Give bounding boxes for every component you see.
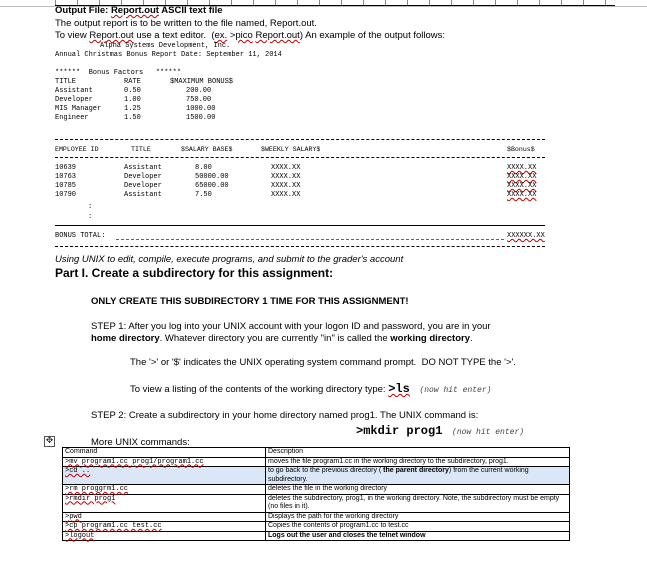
description-cell: moves the file program1.cc in the working directory to the subdirectory, prog1.	[266, 457, 570, 467]
output-file-heading	[55, 5, 223, 16]
employee-cell: XXXX.XX	[271, 173, 301, 181]
factor-header-rate: RATE	[124, 78, 141, 86]
factor-header-max: $MAXIMUM BONUS$	[170, 78, 234, 86]
employee-cell: Developer	[124, 173, 162, 181]
part-one-title: Part I. Create a subdirectory for this assignment:	[55, 266, 334, 280]
step2-text: STEP 2: Create a subdirectory in your home directory named prog1. The UNIX command is:	[91, 410, 479, 421]
factor-cell: Developer	[55, 96, 93, 104]
table-row	[63, 485, 570, 495]
report-divider-header	[55, 157, 545, 158]
report-divider-bottom	[55, 225, 545, 226]
employee-cell: 10639	[55, 164, 77, 172]
step1-line1: STEP 1: After you log into your UNIX account with your logon ID and password, you are in your	[91, 321, 491, 332]
factor-cell: 1.00	[124, 96, 141, 104]
employee-cell: 10763	[55, 173, 77, 181]
table-row	[63, 494, 570, 512]
table-row	[63, 467, 570, 485]
command-cell: >logout	[63, 531, 266, 541]
employee-cell: Assistant	[124, 191, 162, 199]
employee-cell: 10790	[55, 191, 77, 199]
employee-cell: Developer	[124, 182, 162, 190]
employee-cell: XXXX.XX	[271, 191, 301, 199]
description-cell: Copies the contents of program1.cc to test.cc	[266, 522, 570, 532]
factor-cell: 200.00	[186, 87, 212, 95]
employee-cell: XXXX.XX	[271, 182, 301, 190]
command-cell: >rm proggrm1.cc	[63, 485, 266, 495]
ellipsis-2: :	[88, 213, 93, 221]
bonus-total-value: XXXXXX.XX	[507, 232, 545, 240]
factor-cell: 750.00	[186, 96, 212, 104]
heading-filename: Report.out	[110, 5, 159, 16]
employee-cell: 65000.00	[195, 182, 229, 190]
command-cell: >mv program1.cc prog1/program1.cc	[63, 457, 266, 467]
output-para-2: To view Report.out use a text editor. (ex. >pico Report.out) An example of the output follows:	[55, 30, 446, 41]
table-move-handle-icon[interactable]: ✥	[45, 436, 54, 446]
report-end-line	[55, 246, 545, 247]
table-header-row	[63, 448, 570, 458]
emp-header-weekly: $WEEKLY SALARY$	[261, 146, 321, 153]
mkdir-hit-enter: (now hit enter)	[452, 428, 525, 437]
output-para-1: The output report is to be written to the file named, Report.out.	[55, 18, 317, 29]
factor-cell: MIS Manager	[55, 105, 102, 113]
report-divider-top	[55, 139, 545, 140]
employee-cell: 7.50	[195, 191, 212, 199]
ls-command: >ls	[388, 382, 410, 396]
emp-header-id: EMPLOYEE ID	[55, 146, 99, 153]
command-cell: >rmdir prog1	[63, 494, 266, 512]
description-cell: to go back to the previous directory ( the parent directory) from the current working subdirectory.	[266, 467, 570, 485]
mkdir-line	[356, 421, 524, 439]
table-row	[63, 457, 570, 467]
employee-cell: XXXX.XX	[507, 182, 537, 190]
heading-prefix: Output File:	[55, 5, 111, 16]
report-subtitle: Annual Christmas Bonus Report Date: September 11, 2014	[55, 51, 282, 59]
factor-cell: Engineer	[55, 114, 89, 122]
bonus-total-leader	[116, 239, 504, 240]
report-company: Alpha Systems Development, Inc.	[100, 42, 231, 50]
factor-cell: 0.50	[124, 87, 141, 95]
factor-header-title: TITLE	[55, 78, 77, 86]
employee-cell: 8.00	[195, 164, 212, 172]
table-header-command: Command	[63, 448, 266, 458]
employee-cell: XXXX.XX	[507, 191, 537, 199]
commands-table	[62, 447, 570, 541]
listing-note: To view a listing of the contents of the working directory type: >ls (now hit enter)	[130, 382, 492, 396]
description-cell: deletes the file in the working directory	[266, 485, 570, 495]
command-cell: >cp program1.cc test.cc	[63, 522, 266, 532]
description-cell: Displays the path for the working directory	[266, 512, 570, 522]
employee-cell: XXXX.XX	[271, 164, 301, 172]
emp-header-salary: $SALARY BASE$	[181, 146, 233, 153]
mkdir-command: >mkdir prog1	[356, 424, 443, 438]
description-cell: Logs out the user and closes the telnet window	[266, 531, 570, 541]
description-cell: deletes the subdirectory, prog1, in the working directory. Note, the subdirectory must be empty (no files in it).	[266, 494, 570, 512]
ls-hit-enter: (now hit enter)	[419, 386, 492, 395]
table-row	[63, 531, 570, 541]
heading-suffix: ASCII text file	[158, 5, 223, 16]
factor-cell: Assistant	[55, 87, 93, 95]
employee-cell: 10785	[55, 182, 77, 190]
only-once-warning: ONLY CREATE THIS SUBDIRECTORY 1 TIME FOR THIS ASSIGNMENT!	[91, 296, 409, 307]
factor-cell: 1000.00	[186, 105, 216, 113]
factor-cell: 1500.00	[186, 114, 216, 122]
ellipsis-1: :	[88, 203, 93, 211]
employee-cell: XXXX.XX	[507, 164, 537, 172]
command-cell: >cd ..	[63, 467, 266, 485]
table-header-description: Description	[266, 448, 570, 458]
bonus-factors-title: ****** Bonus Factors ******	[55, 69, 182, 77]
employee-cell: Assistant	[124, 164, 162, 172]
step1-line2: home directory. Whatever directory you are currently "in" is called the working directory.	[91, 333, 473, 344]
more-commands-label: More UNIX commands:	[91, 437, 190, 448]
employee-cell: 50000.00	[195, 173, 229, 181]
employee-cell: XXXX.XX	[507, 173, 537, 181]
italic-intro-line: Using UNIX to edit, compile, execute programs, and submit to the grader's account	[55, 254, 404, 265]
prompt-note: The '>' or '$' indicates the UNIX operating system command prompt. DO NOT TYPE the '>'.	[130, 357, 516, 368]
table-row	[63, 522, 570, 532]
factor-cell: 1.50	[124, 114, 141, 122]
table-row	[63, 512, 570, 522]
factor-cell: 1.25	[124, 105, 141, 113]
bonus-total-label: BONUS TOTAL:	[55, 232, 106, 240]
emp-header-bonus: $Bonus$	[507, 146, 535, 153]
emp-header-title: TITLE	[131, 146, 151, 153]
command-cell: >pwd	[63, 512, 266, 522]
